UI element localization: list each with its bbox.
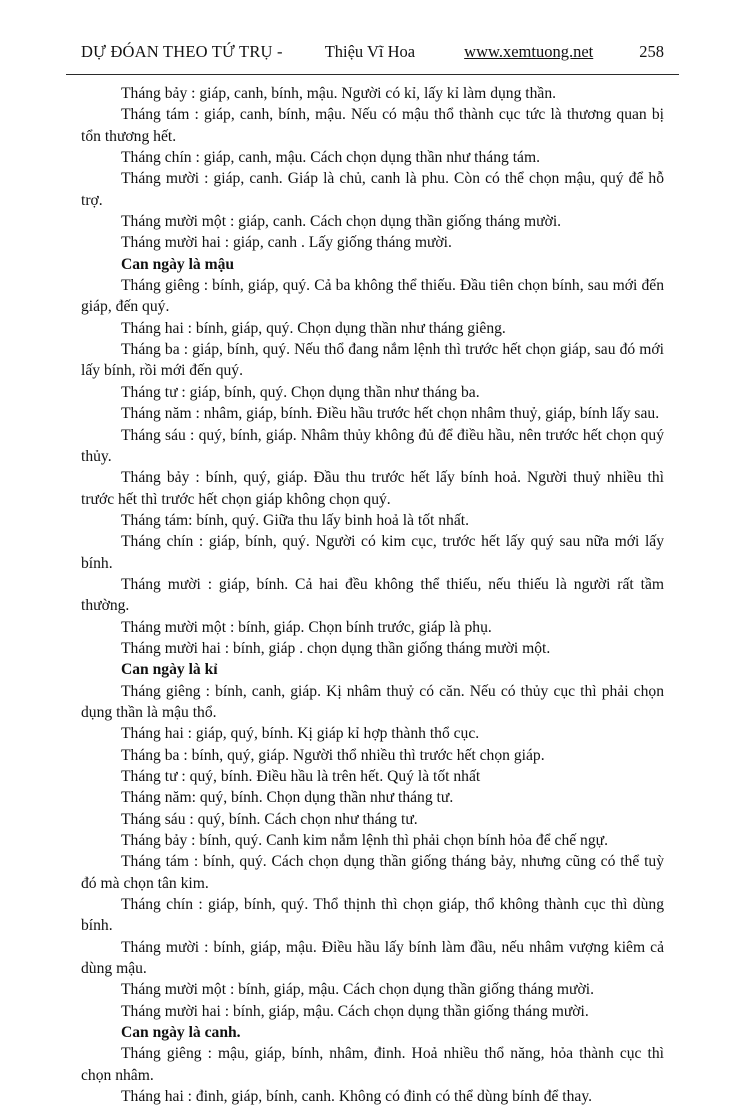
- paragraph: Tháng bảy : bính, quý, giáp. Đầu thu trước hết lấy bính hoả. Người thuỷ nhiều thì trước hết thì trước hết chọn giáp không chọn quý.: [81, 469, 664, 508]
- paragraph: Tháng mười : giáp, bính. Cả hai đều không thể thiếu, nếu thiếu là người rất tầm thường.: [81, 575, 664, 615]
- book-title: DỰ ĐÓAN THEO TỨ TRỤ -: [81, 42, 283, 61]
- page-header: [81, 42, 664, 62]
- paragraph: Tháng mười hai : giáp, canh . Lấy giống tháng mười.: [121, 234, 452, 252]
- paragraph: Tháng sáu : quý, bính. Cách chọn như tháng tư.: [121, 810, 418, 828]
- paragraph: Tháng bảy : bính, quý. Canh kim nắm lệnh thì phải chọn bính hỏa để chế ngự.: [121, 832, 609, 850]
- paragraph: Tháng mười một : bính, giáp, mậu. Cách chọn dụng thần giống tháng mười.: [121, 981, 594, 999]
- paragraph: Tháng tám : giáp, canh, bính, mậu. Nếu có mậu thổ thành cục tức là thương quan bị tổn thương hết.: [81, 106, 664, 145]
- paragraph: Tháng tám : bính, quý. Cách chọn dụng thần giống tháng bảy, nhưng cũng có thể tuỳ đó mà chọn tân kim.: [81, 853, 664, 892]
- paragraph: Tháng ba : giáp, bính, quý. Nếu thổ đang nắm lệnh thì trước hết chọn giáp, sau đó mới lấy bính, rồi mới đến quý.: [81, 341, 664, 380]
- header-rule: [66, 74, 679, 75]
- page-body: [81, 83, 664, 1108]
- paragraph: Tháng năm: quý, bính. Chọn dụng thần như tháng tư.: [121, 789, 454, 807]
- page-number: 258: [639, 42, 664, 61]
- paragraph: Tháng chín : giáp, canh, mậu. Cách chọn dụng thần như tháng tám.: [121, 149, 540, 167]
- paragraph: Tháng tư : giáp, bính, quý. Chọn dụng thần như tháng ba.: [121, 383, 480, 401]
- paragraph: Tháng mười : bính, giáp, mậu. Điều hầu lấy bính làm đầu, nếu nhâm vượng kiêm cả dùng mậu.: [81, 938, 664, 978]
- paragraph: Tháng giêng : bính, giáp, quý. Cả ba không thể thiếu. Đầu tiên chọn bính, sau mới đến giáp, đến quý.: [81, 277, 664, 316]
- paragraph: Tháng ba : bính, quý, giáp. Người thổ nhiều thì trước hết chọn giáp.: [121, 746, 545, 764]
- paragraph: Tháng chín : giáp, bính, quý. Thổ thịnh thì chọn giáp, thổ không thành cục thì dùng bính.: [81, 896, 664, 935]
- paragraph: Tháng mười một : bính, giáp. Chọn bính trước, giáp là phụ.: [121, 618, 492, 636]
- paragraph: Tháng mười hai : bính, giáp, mậu. Cách chọn dụng thần giống tháng mười.: [121, 1002, 589, 1020]
- paragraph: Tháng tư : quý, bính. Điều hầu là trên hết. Quý là tốt nhất: [121, 768, 481, 785]
- paragraph: Tháng sáu : quý, bính, giáp. Nhâm thủy không đủ để điều hầu, nên trước hết chọn quý thủy.: [81, 426, 664, 465]
- paragraph: Tháng giêng : mậu, giáp, bính, nhâm, đinh. Hoả nhiều thổ năng, hỏa thành cục thì chọn nhâm.: [81, 1045, 664, 1084]
- paragraph: Tháng tám: bính, quý. Giữa thu lấy binh hoả là tốt nhất.: [121, 511, 469, 529]
- section-heading: Can ngày là canh.: [121, 1024, 241, 1042]
- paragraph: Tháng mười : giáp, canh. Giáp là chủ, canh là phu. Còn có thể chọn mậu, quý để hỗ trợ.: [81, 170, 664, 209]
- paragraph: Tháng mười hai : bính, giáp . chọn dụng thần giống tháng mười một.: [121, 639, 551, 657]
- paragraph: Tháng hai : giáp, quý, bính. Kị giáp kỉ hợp thành thổ cục.: [121, 725, 480, 743]
- section-heading: Can ngày là mậu: [121, 255, 235, 273]
- paragraph: Tháng chín : giáp, bính, quý. Người có kim cục, trước hết lấy quý sau nữa mới lấy bính.: [81, 533, 664, 572]
- paragraph: Tháng bảy : giáp, canh, bính, mậu. Người có kỉ, lấy kỉ làm dụng thần.: [121, 85, 557, 102]
- website-url: www.xemtuong.net: [464, 42, 594, 61]
- paragraph: Tháng mười một : giáp, canh. Cách chọn dụng thần giống tháng mười.: [121, 213, 562, 231]
- author-name: Thiệu Vĩ Hoa: [324, 42, 416, 61]
- paragraph: Tháng năm : nhâm, giáp, bính. Điều hầu trước hết chọn nhâm thuỷ, giáp, bính lấy sau.: [121, 405, 660, 423]
- section-heading: Can ngày là kỉ: [121, 661, 218, 679]
- paragraph: Tháng hai : bính, giáp, quý. Chọn dụng thần như tháng giêng.: [121, 319, 506, 337]
- paragraph: Tháng hai : đinh, giáp, bính, canh. Không có đinh có thể dùng bính để thay.: [121, 1088, 593, 1106]
- paragraph: Tháng giêng : bính, canh, giáp. Kị nhâm thuỷ có căn. Nếu có thủy cục thì phải chọn dụng thần là mậu thổ.: [81, 682, 664, 721]
